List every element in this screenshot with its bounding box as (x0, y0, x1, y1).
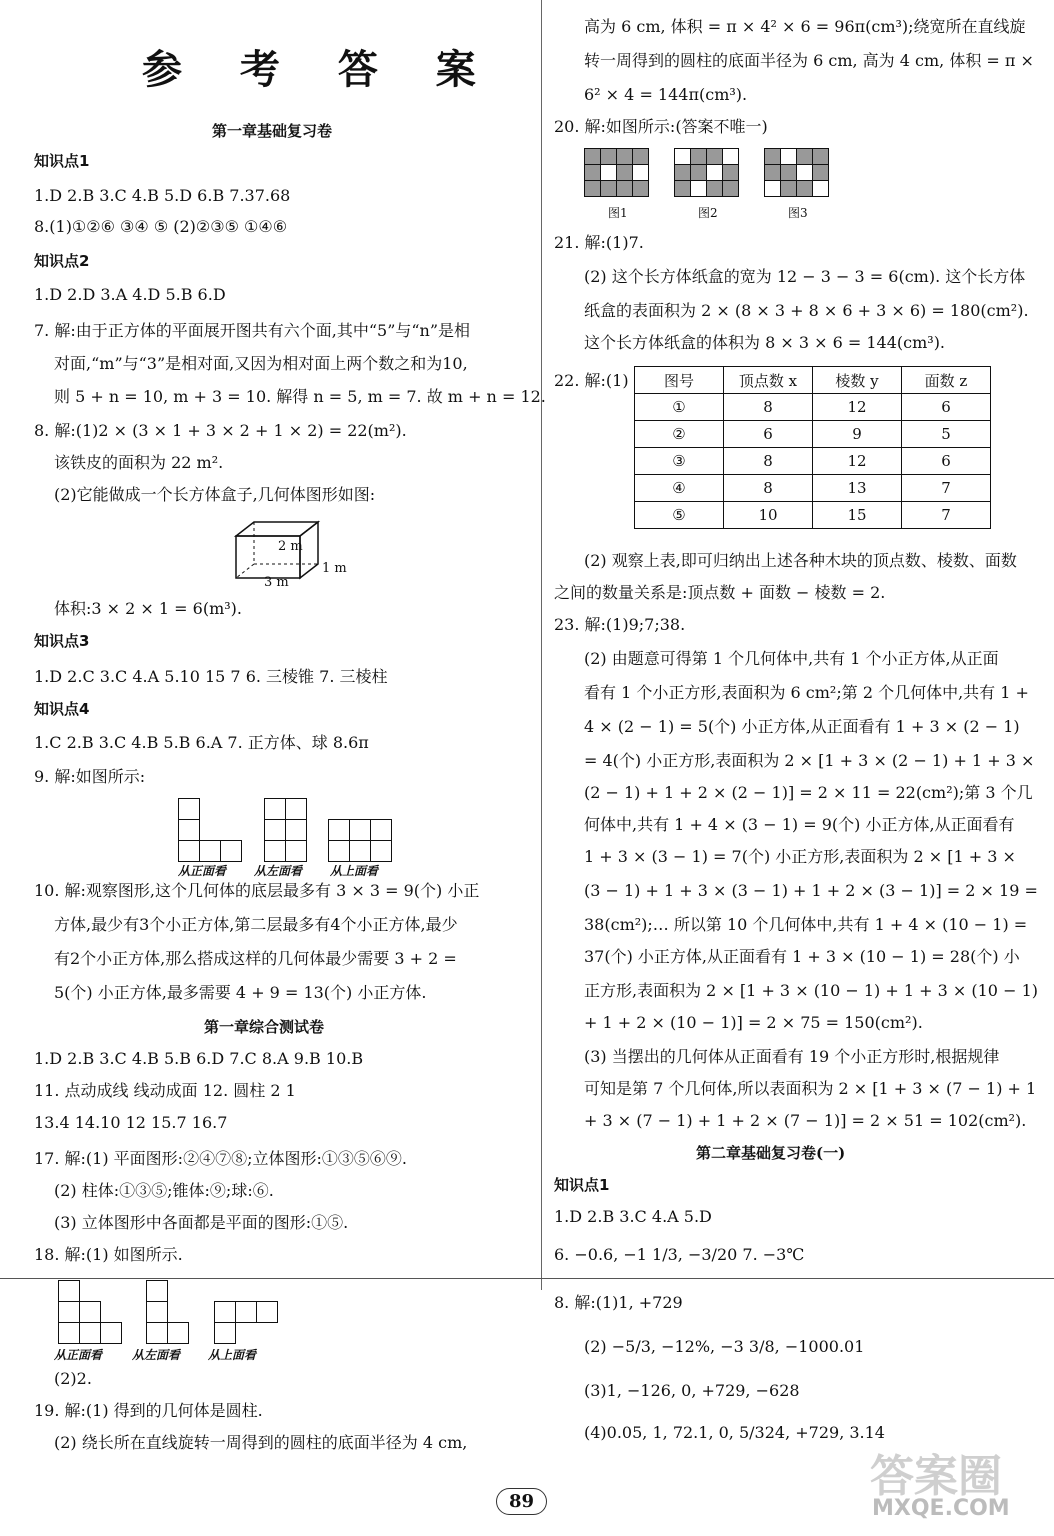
answer-line: 9. 解:如图所示: (34, 767, 146, 786)
table-cell: 10 (724, 502, 813, 529)
answer-line: 38(cm²);… 所以第 10 个几何体中,共有 1 + 4 × (10 − 1) = (584, 915, 1028, 934)
answer-line: 18. 解:(1) 如图所示. (34, 1245, 183, 1264)
answer-line: 21. 解:(1)7. (554, 233, 644, 252)
table-row (635, 394, 991, 421)
answer-line: 体积:3 × 2 × 1 = 6(m³). (54, 599, 243, 618)
table-cell: 6 (902, 394, 991, 421)
q18-grid-front (58, 1280, 121, 1343)
page-number: 89 (496, 1488, 547, 1515)
table-cell: 9 (813, 421, 902, 448)
q20-figure-3 (764, 148, 828, 196)
answer-line: 1.C 2.B 3.C 4.B 5.B 6.A 7. 正方体、球 8.6π (34, 733, 369, 752)
watermark-logo: 答案圈 (870, 1451, 1002, 1502)
answer-line: 1.D 2.B 3.C 4.A 5.D (554, 1207, 712, 1226)
answer-line: 22. 解:(1) (554, 371, 629, 390)
view-grid-top (328, 819, 391, 861)
answer-line: 8.(1)①②⑥ ③④ ⑤ (2)②③⑤ ①④⑥ (34, 217, 288, 236)
answer-line: (2) 观察上表,即可归纳出上述各种木块的顶点数、棱数、面数 (584, 551, 1017, 570)
answer-line: 1.D 2.D 3.A 4.D 5.B 6.D (34, 285, 226, 304)
table-header-cell: 图号 (635, 367, 724, 394)
answer-line: + 3 × (7 − 1) + 1 + 2 × (7 − 1)] = 2 × 51 = 102(cm²). (584, 1111, 1027, 1130)
caption-front-view: 从正面看 (54, 1348, 103, 1362)
figure-caption-3: 图3 (788, 206, 808, 220)
knowledge-point: 知识点1 (34, 152, 90, 170)
table-cell: ② (635, 421, 724, 448)
figure-caption-1: 图1 (608, 206, 628, 220)
answer-line: 8. 解:(1)1, +729 (554, 1293, 683, 1312)
answer-line: 转一周得到的圆柱的底面半径为 6 cm, 高为 4 cm, 体积 = π × (584, 51, 1034, 70)
answer-line: (3)1, −126, 0, +729, −628 (584, 1381, 800, 1400)
knowledge-point: 知识点2 (34, 252, 90, 270)
table-cell: ⑤ (635, 502, 724, 529)
table-cell: 6 (902, 448, 991, 475)
answer-line: (2) 由题意可得第 1 个几何体中,共有 1 个小正方体,从正面 (584, 649, 999, 668)
answer-line: 正方形,表面积为 2 × [1 + 3 × (10 − 1) + 1 + 3 × (10 − 1) (584, 981, 1038, 1000)
answer-line: 11. 点动成线 线动成面 12. 圆柱 2 1 (34, 1081, 296, 1100)
answer-line: (2) 柱体:①③⑤;锥体:⑨;球:⑥. (54, 1181, 274, 1200)
answer-line: 17. 解:(1) 平面图形:②④⑦⑧;立体图形:①③⑤⑥⑨. (34, 1149, 407, 1168)
answer-line: (3) 当摆出的几何体从正面看有 19 个小正方形时,根据规律 (584, 1047, 1000, 1066)
table-cell: 8 (724, 394, 813, 421)
table-row (635, 502, 991, 529)
answer-line: 7. 解:由于正方体的平面展开图共有六个面,其中“5”与“n”是相 (34, 321, 471, 340)
table-cell: 13 (813, 475, 902, 502)
answer-line: 6. −0.6, −1 1/3, −3/20 7. −3℃ (554, 1245, 805, 1264)
answer-line: 这个长方体纸盒的体积为 8 × 3 × 6 = 144(cm³). (584, 333, 946, 352)
answer-line: 19. 解:(1) 得到的几何体是圆柱. (34, 1401, 263, 1420)
table-cell: ③ (635, 448, 724, 475)
answer-line: 13.4 14.10 12 15.7 16.7 (34, 1113, 228, 1132)
watermark-url: MXQE.COM (872, 1496, 1010, 1521)
q18-grid-left (146, 1280, 188, 1343)
answer-line: (2) 绕长所在直线旋转一周得到的圆柱的底面半径为 4 cm, (54, 1433, 468, 1452)
box-label-2m: 2 m (278, 539, 303, 554)
table-cell: 8 (724, 448, 813, 475)
answer-line: 8. 解:(1)2 × (3 × 1 + 3 × 2 + 1 × 2) = 22(m²). (34, 421, 407, 440)
answer-line: (2 − 1) + 1 + 2 × (2 − 1)] = 2 × 11 = 22(cm²);第 3 个几 (584, 783, 1033, 802)
q18-grid-top (214, 1301, 277, 1343)
knowledge-point: 知识点1 (554, 1176, 610, 1194)
view-grid-left (264, 798, 306, 861)
knowledge-point: 知识点3 (34, 632, 90, 650)
answer-line: (2)它能做成一个长方体盒子,几何体图形如图: (54, 485, 376, 504)
table-cell: 6 (724, 421, 813, 448)
caption-front-view: 从正面看 (178, 864, 227, 878)
table-cell: 7 (902, 502, 991, 529)
answer-line: (2) 这个长方体纸盒的宽为 12 − 3 − 3 = 6(cm). 这个长方体 (584, 267, 1026, 286)
section-title: 第一章综合测试卷 (204, 1018, 325, 1036)
column-divider (541, 0, 542, 1290)
answer-line: 对面,“m”与“3”是相对面,又因为相对面上两个数之和为10, (54, 354, 468, 373)
answer-line: 37(个) 小正方体,从正面看有 1 + 3 × (10 − 1) = 28(个) 小 (584, 947, 1020, 966)
answer-line: 5(个) 小正方体,最多需要 4 + 9 = 13(个) 小正方体. (54, 983, 427, 1002)
answer-line: 看有 1 个小正方形,表面积为 6 cm²;第 2 个几何体中,共有 1 + (584, 683, 1029, 702)
caption-top-view: 从上面看 (208, 1348, 257, 1362)
answer-line: 有2个小正方体,那么搭成这样的几何体最少需要 3 + 2 = (54, 949, 457, 968)
section-title: 第二章基础复习卷(一) (696, 1144, 846, 1162)
section-divider (0, 1278, 1054, 1279)
table-cell: 5 (902, 421, 991, 448)
answer-line: 可知是第 7 个几何体,所以表面积为 2 × [1 + 3 × (7 − 1) + 1 (584, 1079, 1037, 1098)
answer-line: 该铁皮的面积为 22 m². (54, 453, 224, 472)
answer-line: 何体中,共有 1 + 4 × (3 − 1) = 9(个) 小正方体,从正面看有 (584, 815, 1015, 834)
table-header-cell: 棱数 y (813, 367, 902, 394)
table-cell: 12 (813, 448, 902, 475)
table-row (635, 448, 991, 475)
caption-left-view: 从左面看 (254, 864, 303, 878)
figure-caption-2: 图2 (698, 206, 718, 220)
answer-line: 23. 解:(1)9;7;38. (554, 615, 686, 634)
answer-line: 20. 解:如图所示:(答案不唯一) (554, 117, 768, 136)
q20-figure-1 (584, 148, 648, 196)
table-cell: 15 (813, 502, 902, 529)
answer-line: 1.D 2.B 3.C 4.B 5.D 6.B 7.37.68 (34, 186, 291, 205)
box-label-1m: 1 m (322, 561, 347, 576)
answer-line: 1 + 3 × (3 − 1) = 7(个) 小正方形,表面积为 2 × [1 + 3 × (584, 847, 1016, 866)
table-row (635, 421, 991, 448)
q20-figure-2 (674, 148, 738, 196)
answer-line: (3) 立体图形中各面都是平面的图形:①⑤. (54, 1213, 349, 1232)
caption-top-view: 从上面看 (330, 864, 379, 878)
answer-line: 1.D 2.C 3.C 4.A 5.10 15 7 6. 三棱锥 7. 三棱柱 (34, 667, 388, 686)
answer-line: 纸盒的表面积为 2 × (8 × 3 + 8 × 6 + 3 × 6) = 180(cm²). (584, 301, 1029, 320)
table-cell: 7 (902, 475, 991, 502)
view-grid-front (178, 798, 241, 861)
table-cell: 12 (813, 394, 902, 421)
answer-line: 4 × (2 − 1) = 5(个) 小正方体,从正面看有 1 + 3 × (2 − 1) (584, 717, 1020, 736)
table-cell: ④ (635, 475, 724, 502)
answer-line: = 4(个) 小正方形,表面积为 2 × [1 + 3 × (2 − 1) + 1 + 3 × (584, 751, 1035, 770)
section-title: 第一章基础复习卷 (212, 122, 333, 140)
table-header-cell: 面数 z (902, 367, 991, 394)
answer-line: + 1 + 2 × (10 − 1)] = 2 × 75 = 150(cm²). (584, 1013, 923, 1032)
knowledge-point: 知识点4 (34, 700, 90, 718)
answer-line: 6² × 4 = 144π(cm³). (584, 85, 748, 104)
answer-line: (2) −5/3, −12%, −3 3/8, −1000.01 (584, 1337, 865, 1356)
answer-line: 之间的数量关系是:顶点数 + 面数 − 棱数 = 2. (554, 583, 886, 602)
table-cell: 8 (724, 475, 813, 502)
answer-line: 10. 解:观察图形,这个几何体的底层最多有 3 × 3 = 9(个) 小正 (34, 881, 480, 900)
answer-line: 1.D 2.B 3.C 4.B 5.B 6.D 7.C 8.A 9.B 10.B (34, 1049, 364, 1068)
table-row (635, 475, 991, 502)
answer-line: 方体,最少有3个小正方体,第二层最多有4个小正方体,最少 (54, 915, 458, 934)
page-title: 参 考 答 案 (142, 46, 498, 93)
answer-line: (4)0.05, 1, 72.1, 0, 5/324, +729, 3.14 (584, 1423, 885, 1442)
answer-line: (3 − 1) + 1 + 3 × (3 − 1) + 1 + 2 × (3 − 1)] = 2 × 19 = (584, 881, 1038, 900)
table-header-cell: 顶点数 x (724, 367, 813, 394)
table-header-row (635, 367, 991, 394)
q22-table (634, 366, 991, 529)
answer-line: 则 5 + n = 10, m + 3 = 10. 解得 n = 5, m = 7. 故 m + n = 12. (54, 387, 546, 406)
caption-left-view: 从左面看 (132, 1348, 181, 1362)
answer-line: (2)2. (54, 1369, 92, 1388)
table-cell: ① (635, 394, 724, 421)
box-label-3m: 3 m (264, 575, 289, 590)
answer-line: 高为 6 cm, 体积 = π × 4² × 6 = 96π(cm³);绕宽所在直线旋 (584, 17, 1026, 36)
